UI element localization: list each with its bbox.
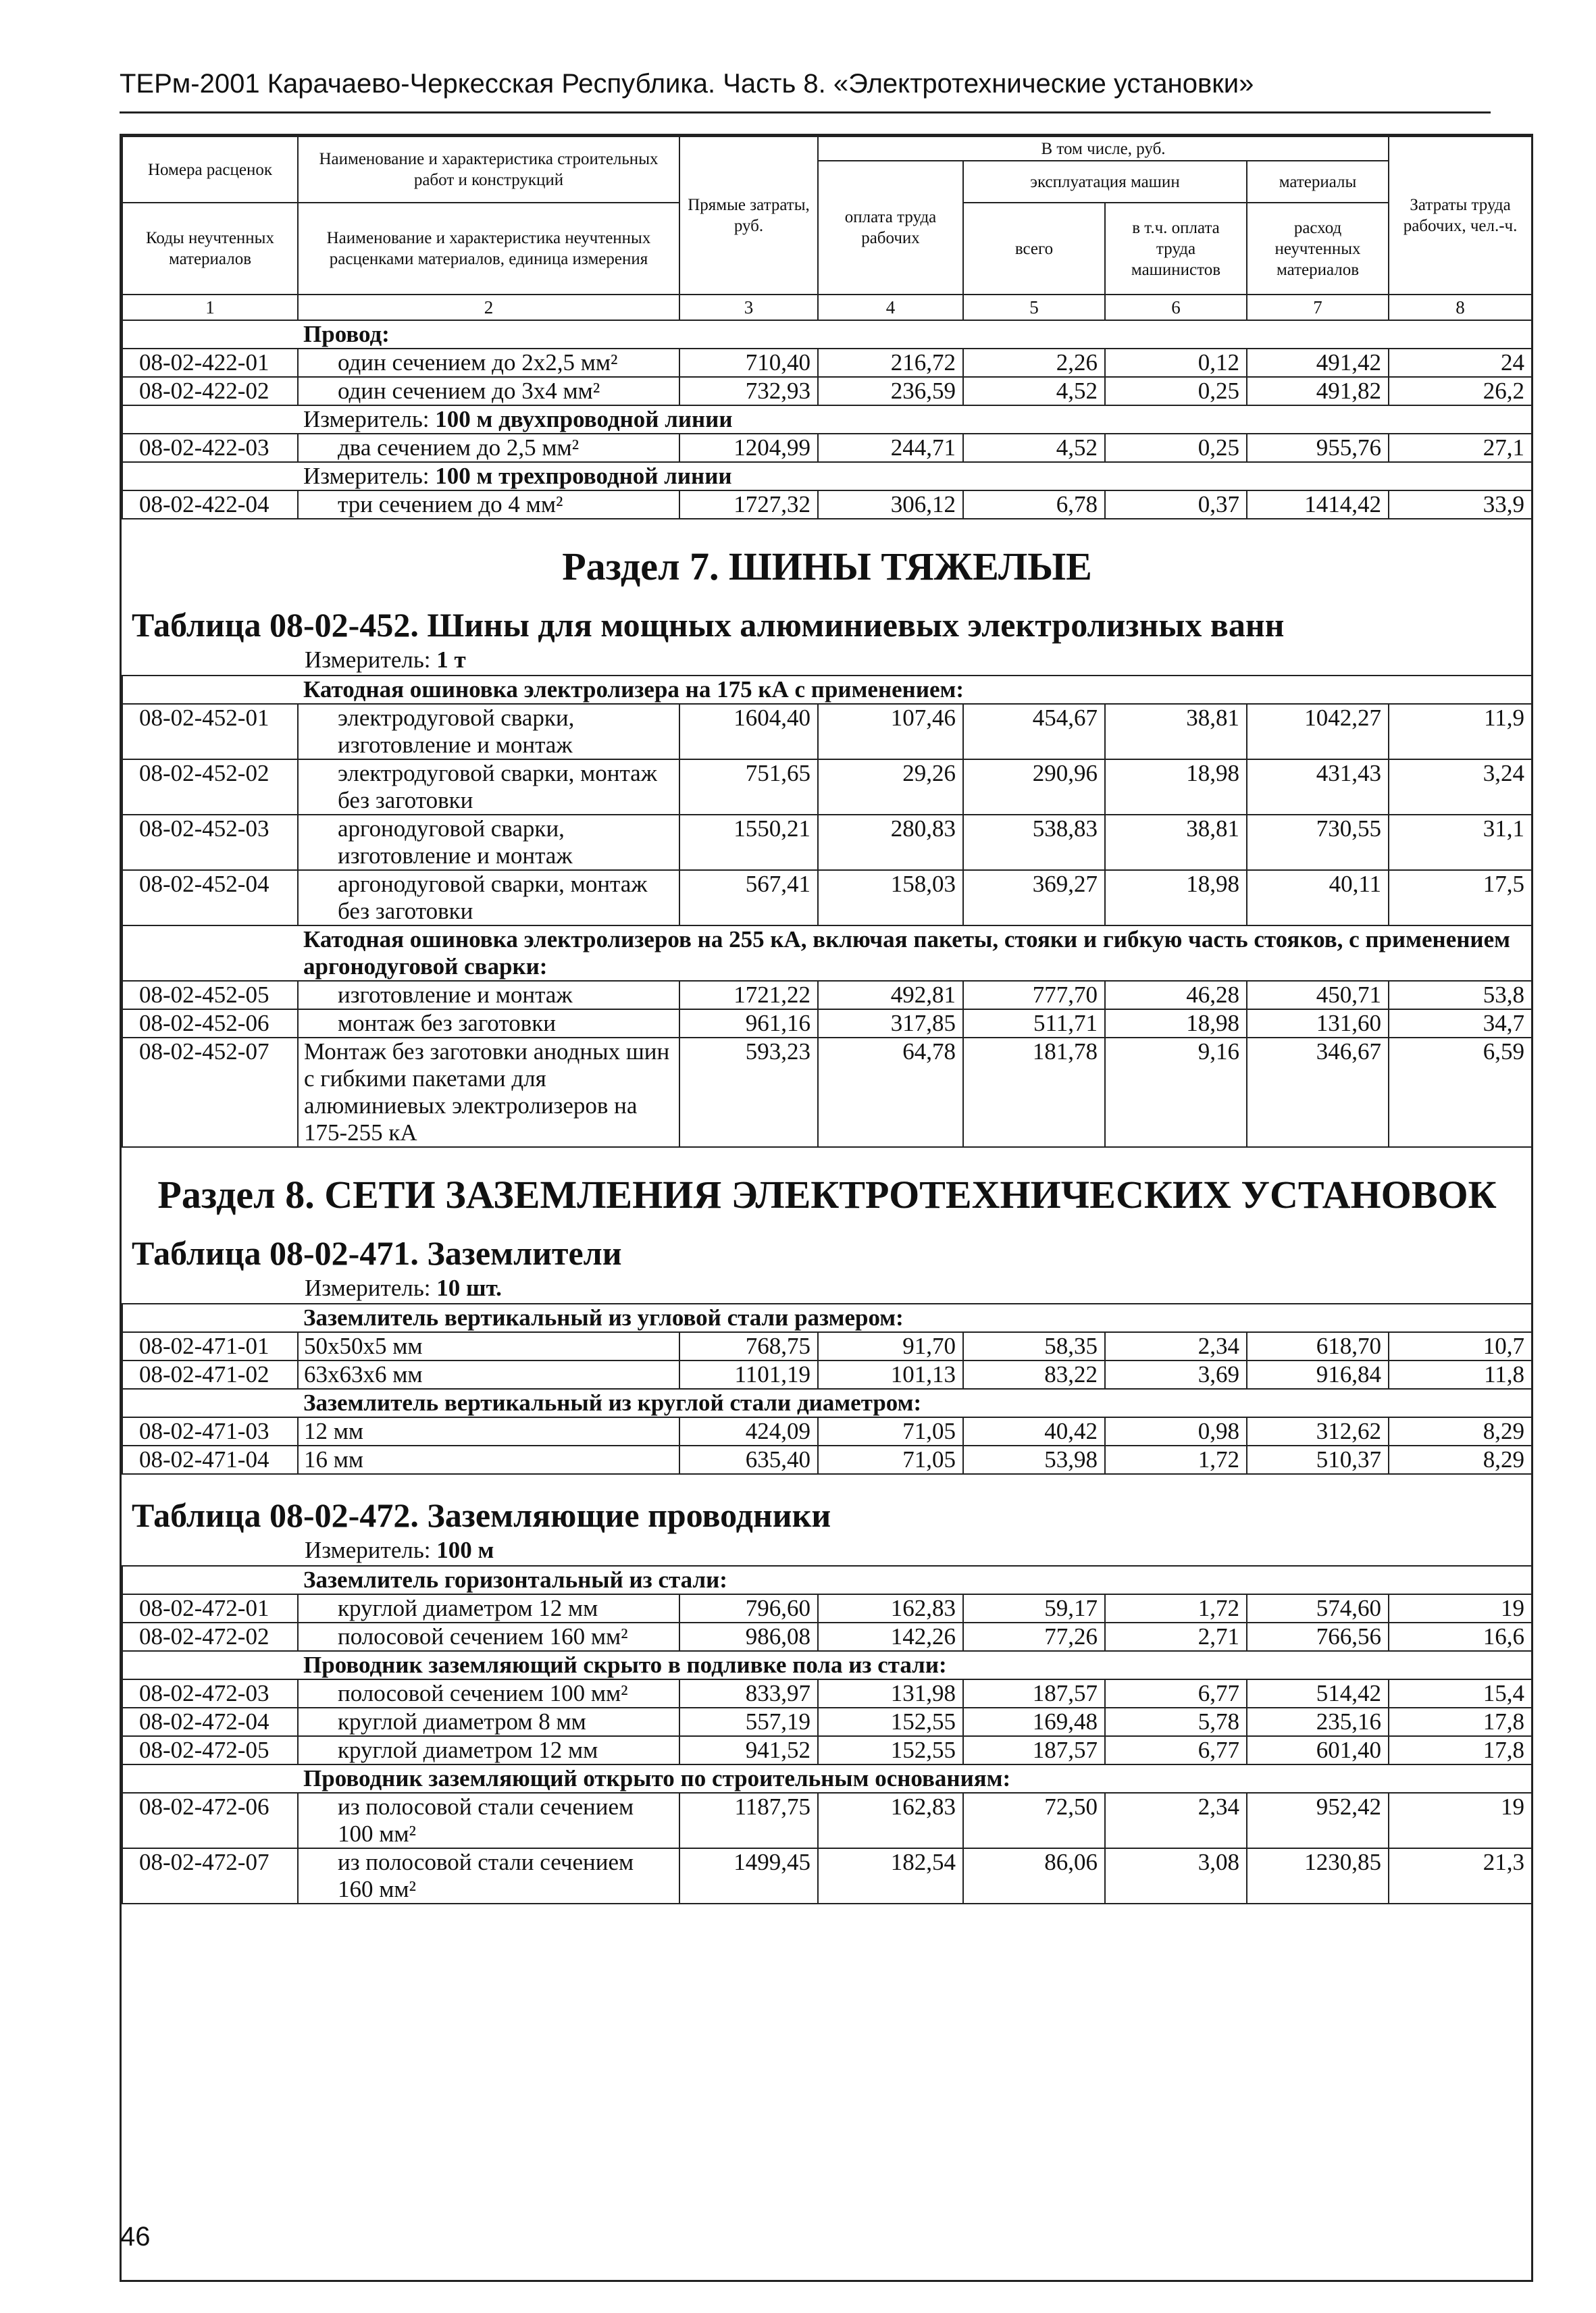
row-code: 08-02-472-07 [122, 1848, 298, 1904]
table-row [122, 490, 1532, 519]
row-name: аргонодуговой сварки, изготовление и монтаж [298, 815, 679, 870]
cell-direct-costs: 1187,75 [679, 1793, 818, 1848]
row-name: два сечением до 2,5 мм² [298, 434, 679, 462]
cell-labor-hours: 11,9 [1389, 704, 1532, 759]
group-label: Проводник заземляющий открыто по строительным основаниям: [298, 1764, 1532, 1793]
cell-direct-costs: 1721,22 [679, 981, 818, 1009]
row-code: 08-02-422-01 [122, 349, 298, 377]
cell-labor-hours: 33,9 [1389, 490, 1532, 519]
measure-value: 100 м [436, 1537, 494, 1563]
row-code: 08-02-472-03 [122, 1679, 298, 1708]
cell-operator-pay: 2,34 [1105, 1332, 1247, 1361]
cell-materials: 40,11 [1247, 870, 1389, 925]
table-row [122, 704, 1532, 759]
cell-labor-hours: 53,8 [1389, 981, 1532, 1009]
col5-header: всего [963, 203, 1105, 295]
row-name: изготовление и монтаж [298, 981, 679, 1009]
row-name: один сечением до 2х2,5 мм² [298, 349, 679, 377]
cell-labor-hours: 19 [1389, 1793, 1532, 1848]
cell-labor-hours: 27,1 [1389, 434, 1532, 462]
table-row [122, 1417, 1532, 1446]
cell-direct-costs: 1204,99 [679, 434, 818, 462]
group-header-row [122, 1566, 1532, 1594]
cell-direct-costs: 751,65 [679, 759, 818, 815]
col-number: 3 [679, 295, 818, 320]
cell-machines-total: 4,52 [963, 377, 1105, 405]
cell-machines-total: 187,57 [963, 1679, 1105, 1708]
cell-operator-pay: 0,12 [1105, 349, 1247, 377]
measure-label: Измеритель: [303, 463, 430, 489]
cell-direct-costs: 796,60 [679, 1594, 818, 1623]
col2-header-bottom: Наименование и характеристика неучтенных расценками материалов, единица измерения [298, 203, 679, 295]
cell-operator-pay: 2,71 [1105, 1623, 1247, 1651]
row-name: 63х63х6 мм [298, 1361, 679, 1389]
row-code: 08-02-422-03 [122, 434, 298, 462]
table-row [122, 1848, 1532, 1904]
table-row [122, 1332, 1532, 1361]
cell-labor-pay: 107,46 [818, 704, 963, 759]
table-row [122, 1736, 1532, 1764]
cell-labor-pay: 101,13 [818, 1361, 963, 1389]
row-code: 08-02-472-02 [122, 1623, 298, 1651]
cell-operator-pay: 3,08 [1105, 1848, 1247, 1904]
cell-labor-hours: 24 [1389, 349, 1532, 377]
cell-labor-pay: 152,55 [818, 1736, 963, 1764]
cell-labor-pay: 216,72 [818, 349, 963, 377]
section-title: Раздел 8. СЕТИ ЗАЗЕМЛЕНИЯ ЭЛЕКТРОТЕХНИЧЕСКИХ УСТАНОВОК [157, 1173, 1497, 1217]
cell-machines-total: 454,67 [963, 704, 1105, 759]
col-number: 5 [963, 295, 1105, 320]
cell-machines-total: 58,35 [963, 1332, 1105, 1361]
cell-labor-pay: 152,55 [818, 1708, 963, 1736]
row-name: 16 мм [298, 1446, 679, 1474]
table-row [122, 1009, 1532, 1038]
cell-materials: 1230,85 [1247, 1848, 1389, 1904]
cell-direct-costs: 833,97 [679, 1679, 818, 1708]
materials-header: материалы [1247, 161, 1389, 203]
cell-operator-pay: 18,98 [1105, 870, 1247, 925]
cell-machines-total: 169,48 [963, 1708, 1105, 1736]
cell-labor-hours: 31,1 [1389, 815, 1532, 870]
cell-direct-costs: 567,41 [679, 870, 818, 925]
group-label: Катодная ошиновка электролизеров на 255 кА, включая пакеты, стояки и гибкую часть стояков, с применением аргонодуговой сварки: [298, 925, 1532, 981]
cell-operator-pay: 5,78 [1105, 1708, 1247, 1736]
row-name: один сечением до 3х4 мм² [298, 377, 679, 405]
cell-labor-pay: 306,12 [818, 490, 963, 519]
cell-operator-pay: 0,98 [1105, 1417, 1247, 1446]
cell-operator-pay: 38,81 [1105, 704, 1247, 759]
row-code: 08-02-471-02 [122, 1361, 298, 1389]
cell-labor-pay: 71,05 [818, 1417, 963, 1446]
row-code: 08-02-472-04 [122, 1708, 298, 1736]
group-label: Провод: [298, 320, 1532, 349]
row-code: 08-02-471-01 [122, 1332, 298, 1361]
cell-machines-total: 77,26 [963, 1623, 1105, 1651]
cell-direct-costs: 635,40 [679, 1446, 818, 1474]
row-name: 12 мм [298, 1417, 679, 1446]
row-code: 08-02-472-06 [122, 1793, 298, 1848]
row-name: монтаж без заготовки [298, 1009, 679, 1038]
row-name: круглой диаметром 8 мм [298, 1708, 679, 1736]
header-rule [120, 111, 1491, 113]
cell-labor-hours: 17,5 [1389, 870, 1532, 925]
col-number: 7 [1247, 295, 1389, 320]
cell-materials: 131,60 [1247, 1009, 1389, 1038]
measure-label: Измеритель: [305, 646, 431, 673]
cell-machines-total: 53,98 [963, 1446, 1105, 1474]
measure-line [129, 1273, 1525, 1303]
table-title: Таблица 08-02-452. Шины для мощных алюминиевых электролизных ванн [132, 606, 1285, 644]
cell-labor-hours: 17,8 [1389, 1708, 1532, 1736]
price-table-frame [120, 134, 1533, 2282]
cell-operator-pay: 46,28 [1105, 981, 1247, 1009]
measure-value: 1 т [436, 646, 466, 673]
cell-direct-costs: 732,93 [679, 377, 818, 405]
cell-materials: 431,43 [1247, 759, 1389, 815]
cell-direct-costs: 1727,32 [679, 490, 818, 519]
cell-operator-pay: 1,72 [1105, 1594, 1247, 1623]
row-code: 08-02-422-04 [122, 490, 298, 519]
cell-labor-hours: 3,24 [1389, 759, 1532, 815]
row-code: 08-02-452-04 [122, 870, 298, 925]
cell-operator-pay: 0,37 [1105, 490, 1247, 519]
group-header-row [122, 1304, 1532, 1332]
row-code: 08-02-472-01 [122, 1594, 298, 1623]
row-name: из полосовой стали сечением 160 мм² [298, 1848, 679, 1904]
row-code: 08-02-471-03 [122, 1417, 298, 1446]
col-number: 6 [1105, 295, 1247, 320]
cell-labor-pay: 280,83 [818, 815, 963, 870]
row-code: 08-02-452-03 [122, 815, 298, 870]
row-name: круглой диаметром 12 мм [298, 1594, 679, 1623]
row-name: электродуговой сварки, изготовление и монтаж [298, 704, 679, 759]
table-row [122, 1793, 1532, 1848]
cell-direct-costs: 1604,40 [679, 704, 818, 759]
col4-header: оплата труда рабочих [818, 161, 963, 295]
col-number: 2 [298, 295, 679, 320]
cell-machines-total: 290,96 [963, 759, 1105, 815]
cell-materials: 574,60 [1247, 1594, 1389, 1623]
cell-materials: 312,62 [1247, 1417, 1389, 1446]
cell-direct-costs: 986,08 [679, 1623, 818, 1651]
cell-materials: 514,42 [1247, 1679, 1389, 1708]
row-name: круглой диаметром 12 мм [298, 1736, 679, 1764]
row-code: 08-02-422-02 [122, 377, 298, 405]
col1-header-bottom: Коды неучтенных материалов [122, 203, 298, 295]
row-name: электродуговой сварки, монтаж без заготовки [298, 759, 679, 815]
cell-direct-costs: 557,19 [679, 1708, 818, 1736]
col1-header-top: Номера расценок [122, 136, 298, 203]
cell-operator-pay: 18,98 [1105, 1009, 1247, 1038]
measure-value: 10 шт. [436, 1275, 502, 1301]
group-label: Заземлитель вертикальный из круглой стали диаметром: [298, 1389, 1532, 1417]
section-title: Раздел 7. ШИНЫ ТЯЖЕЛЫЕ [562, 544, 1092, 588]
cell-materials: 510,37 [1247, 1446, 1389, 1474]
cell-direct-costs: 593,23 [679, 1038, 818, 1147]
cell-labor-pay: 236,59 [818, 377, 963, 405]
cell-materials: 1042,27 [1247, 704, 1389, 759]
row-name: 50х50х5 мм [298, 1332, 679, 1361]
cell-operator-pay: 6,77 [1105, 1679, 1247, 1708]
col3-header: Прямые затраты, руб. [679, 136, 818, 295]
table-body [122, 320, 1532, 1904]
cell-materials: 491,82 [1247, 377, 1389, 405]
col-number: 4 [818, 295, 963, 320]
row-name: из полосовой стали сечением 100 мм² [298, 1793, 679, 1848]
cell-direct-costs: 768,75 [679, 1332, 818, 1361]
measure-label: Измеритель: [305, 1275, 431, 1301]
cell-labor-pay: 317,85 [818, 1009, 963, 1038]
cell-machines-total: 6,78 [963, 490, 1105, 519]
cell-labor-pay: 64,78 [818, 1038, 963, 1147]
row-name: аргонодуговой сварки, монтаж без заготовки [298, 870, 679, 925]
group-label: Катодная ошиновка электролизера на 175 кА с применением: [298, 676, 1532, 704]
table-title: Таблица 08-02-472. Заземляющие проводники [132, 1496, 831, 1534]
col-number: 8 [1389, 295, 1532, 320]
cell-machines-total: 83,22 [963, 1361, 1105, 1389]
cell-machines-total: 2,26 [963, 349, 1105, 377]
cell-machines-total: 72,50 [963, 1793, 1105, 1848]
cell-labor-pay: 142,26 [818, 1623, 963, 1651]
group-header-row [122, 925, 1532, 981]
cell-direct-costs: 1550,21 [679, 815, 818, 870]
cell-labor-hours: 15,4 [1389, 1679, 1532, 1708]
cell-direct-costs: 1499,45 [679, 1848, 818, 1904]
cell-materials: 346,67 [1247, 1038, 1389, 1147]
cell-labor-hours: 10,7 [1389, 1332, 1532, 1361]
cell-operator-pay: 0,25 [1105, 377, 1247, 405]
table-title: Таблица 08-02-471. Заземлители [132, 1234, 622, 1272]
col-number: 1 [122, 295, 298, 320]
cell-materials: 766,56 [1247, 1623, 1389, 1651]
cell-materials: 1414,42 [1247, 490, 1389, 519]
cell-machines-total: 511,71 [963, 1009, 1105, 1038]
measure-row [122, 462, 1532, 490]
cell-machines-total: 777,70 [963, 981, 1105, 1009]
cell-labor-hours: 21,3 [1389, 1848, 1532, 1904]
row-name: Монтаж без заготовки анодных шин с гибкими пакетами для алюминиевых электролизеров на 175-255 кА [298, 1038, 679, 1147]
cell-labor-hours: 8,29 [1389, 1446, 1532, 1474]
cell-labor-pay: 244,71 [818, 434, 963, 462]
cell-machines-total: 4,52 [963, 434, 1105, 462]
row-code: 08-02-452-01 [122, 704, 298, 759]
cell-materials: 491,42 [1247, 349, 1389, 377]
row-code: 08-02-452-05 [122, 981, 298, 1009]
col8-header: Затраты труда рабочих, чел.-ч. [1389, 136, 1532, 295]
cell-materials: 952,42 [1247, 1793, 1389, 1848]
cell-operator-pay: 2,34 [1105, 1793, 1247, 1848]
row-name: полосовой сечением 100 мм² [298, 1679, 679, 1708]
cell-operator-pay: 6,77 [1105, 1736, 1247, 1764]
cell-labor-hours: 19 [1389, 1594, 1532, 1623]
cell-machines-total: 40,42 [963, 1417, 1105, 1446]
col2-header-top: Наименование и характеристика строительных работ и конструкций [298, 136, 679, 203]
cell-labor-pay: 91,70 [818, 1332, 963, 1361]
table-row [122, 870, 1532, 925]
cell-operator-pay: 3,69 [1105, 1361, 1247, 1389]
cell-labor-hours: 16,6 [1389, 1623, 1532, 1651]
cell-machines-total: 369,27 [963, 870, 1105, 925]
row-name: полосовой сечением 160 мм² [298, 1623, 679, 1651]
group-label: Заземлитель вертикальный из угловой стали размером: [298, 1304, 1532, 1332]
measure-value: 100 м трехпроводной линии [435, 463, 732, 489]
col7-header: расход неучтенных материалов [1247, 203, 1389, 295]
included-header: В том числе, руб. [818, 136, 1389, 161]
row-code: 08-02-452-07 [122, 1038, 298, 1147]
row-code: 08-02-452-02 [122, 759, 298, 815]
row-name: три сечением до 4 мм² [298, 490, 679, 519]
table-row [122, 434, 1532, 462]
cell-labor-pay: 29,26 [818, 759, 963, 815]
price-table [122, 136, 1533, 1904]
cell-labor-pay: 162,83 [818, 1793, 963, 1848]
cell-direct-costs: 941,52 [679, 1736, 818, 1764]
cell-materials: 450,71 [1247, 981, 1389, 1009]
cell-labor-pay: 71,05 [818, 1446, 963, 1474]
row-code: 08-02-471-04 [122, 1446, 298, 1474]
table-row [122, 1361, 1532, 1389]
cell-labor-hours: 6,59 [1389, 1038, 1532, 1147]
table-row [122, 1679, 1532, 1708]
cell-materials: 235,16 [1247, 1708, 1389, 1736]
machines-header: эксплуатация машин [963, 161, 1247, 203]
table-row [122, 815, 1532, 870]
table-row [122, 377, 1532, 405]
row-code: 08-02-452-06 [122, 1009, 298, 1038]
group-header-row [122, 1651, 1532, 1679]
cell-operator-pay: 18,98 [1105, 759, 1247, 815]
cell-operator-pay: 9,16 [1105, 1038, 1247, 1147]
row-code: 08-02-472-05 [122, 1736, 298, 1764]
cell-machines-total: 181,78 [963, 1038, 1105, 1147]
cell-materials: 601,40 [1247, 1736, 1389, 1764]
cell-direct-costs: 710,40 [679, 349, 818, 377]
cell-materials: 916,84 [1247, 1361, 1389, 1389]
cell-direct-costs: 1101,19 [679, 1361, 818, 1389]
cell-materials: 955,76 [1247, 434, 1389, 462]
measure-label: Измеритель: [305, 1537, 431, 1563]
cell-direct-costs: 424,09 [679, 1417, 818, 1446]
table-row [122, 981, 1532, 1009]
measure-value: 100 м двухпроводной линии [435, 406, 733, 432]
group-header-row [122, 1389, 1532, 1417]
measure-row [122, 405, 1532, 434]
cell-labor-pay: 131,98 [818, 1679, 963, 1708]
cell-labor-hours: 26,2 [1389, 377, 1532, 405]
measure-line [129, 645, 1525, 675]
cell-operator-pay: 38,81 [1105, 815, 1247, 870]
cell-labor-hours: 17,8 [1389, 1736, 1532, 1764]
cell-operator-pay: 1,72 [1105, 1446, 1247, 1474]
table-row [122, 1623, 1532, 1651]
table-row [122, 1708, 1532, 1736]
cell-machines-total: 86,06 [963, 1848, 1105, 1904]
cell-labor-hours: 34,7 [1389, 1009, 1532, 1038]
cell-labor-pay: 158,03 [818, 870, 963, 925]
cell-direct-costs: 961,16 [679, 1009, 818, 1038]
cell-labor-hours: 11,8 [1389, 1361, 1532, 1389]
table-row [122, 759, 1532, 815]
measure-line [129, 1535, 1525, 1565]
cell-machines-total: 538,83 [963, 815, 1105, 870]
cell-operator-pay: 0,25 [1105, 434, 1247, 462]
page-number: 46 [120, 2222, 151, 2252]
measure-label: Измеритель: [303, 406, 430, 432]
table-row [122, 349, 1532, 377]
cell-labor-pay: 182,54 [818, 1848, 963, 1904]
cell-materials: 730,55 [1247, 815, 1389, 870]
group-label: Заземлитель горизонтальный из стали: [298, 1566, 1532, 1594]
cell-labor-hours: 8,29 [1389, 1417, 1532, 1446]
group-label: Проводник заземляющий скрыто в подливке пола из стали: [298, 1651, 1532, 1679]
cell-machines-total: 187,57 [963, 1736, 1105, 1764]
cell-labor-pay: 492,81 [818, 981, 963, 1009]
col6-header: в т.ч. оплата труда машинистов [1105, 203, 1247, 295]
group-header-row [122, 320, 1532, 349]
table-row [122, 1594, 1532, 1623]
cell-machines-total: 59,17 [963, 1594, 1105, 1623]
cell-materials: 618,70 [1247, 1332, 1389, 1361]
cell-labor-pay: 162,83 [818, 1594, 963, 1623]
table-row [122, 1038, 1532, 1147]
group-header-row [122, 676, 1532, 704]
table-row [122, 1446, 1532, 1474]
group-header-row [122, 1764, 1532, 1793]
page-header: ТЕРм-2001 Карачаево-Черкесская Республика. Часть 8. «Электротехнические установки» [120, 69, 1254, 99]
